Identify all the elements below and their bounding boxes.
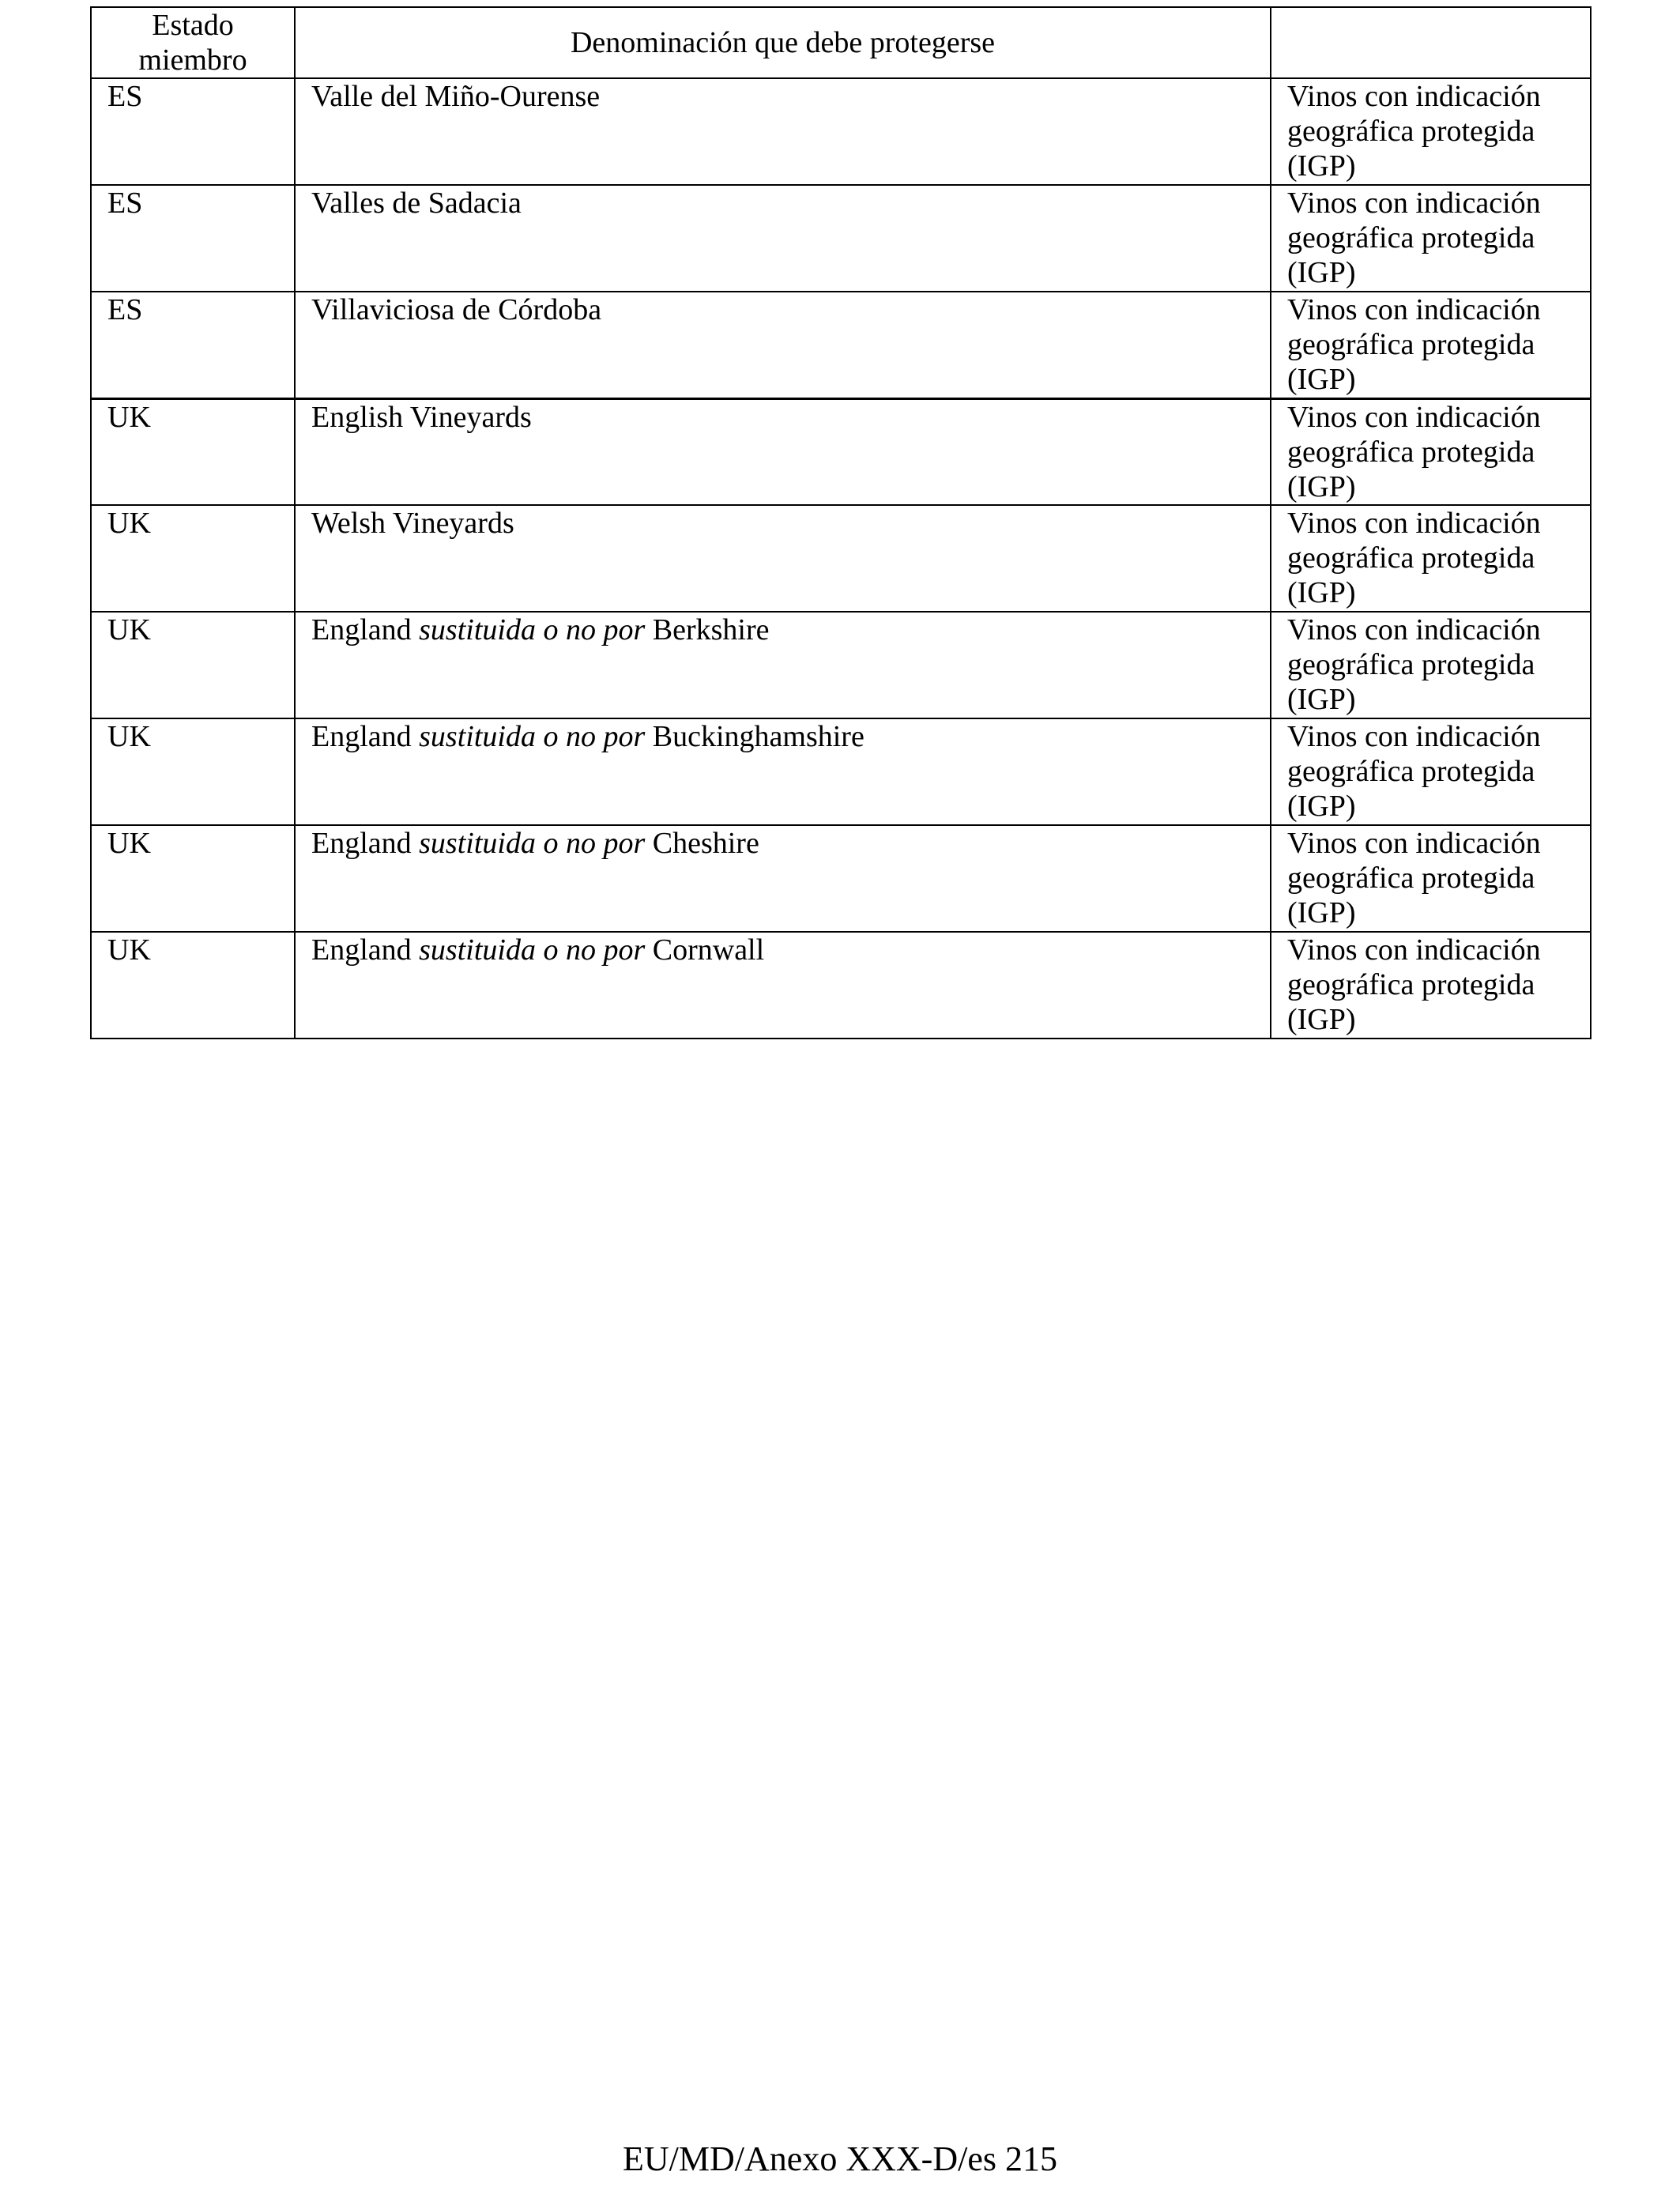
denomination-qualifier: sustituida o no por [419, 933, 646, 967]
cell-denomination [295, 505, 1271, 612]
denomination-name: English Vineyards [311, 400, 532, 434]
denomination-region: Cheshire [652, 827, 759, 860]
page-footer-reference: EU/MD/Anexo XXX-D/es 215 [623, 2139, 1057, 2178]
cell-category: Vinos con indicación geográfica protegida (IGP) [1271, 505, 1591, 612]
header-member-state: Estado miembro [91, 7, 295, 78]
table-header-row [91, 7, 1591, 78]
table-row [91, 185, 1591, 292]
cell-category: Vinos con indicación geográfica protegida (IGP) [1271, 292, 1591, 398]
table-row [91, 718, 1591, 825]
denomination-qualifier: sustituida o no por [419, 720, 646, 753]
denomination-region: Cornwall [652, 933, 765, 967]
header-denomination: Denominación que debe protegerse [295, 7, 1271, 78]
denomination-qualifier: sustituida o no por [419, 613, 646, 647]
cell-denomination [295, 612, 1271, 718]
cell-member-state: ES [91, 185, 295, 292]
cell-member-state: UK [91, 825, 295, 932]
denomination-name: Valles de Sadacia [311, 187, 522, 220]
denomination-name: England [311, 933, 412, 967]
table-row [91, 825, 1591, 932]
denomination-name: Villaviciosa de Córdoba [311, 293, 602, 326]
cell-denomination [295, 932, 1271, 1039]
cell-denomination [295, 398, 1271, 505]
cell-category: Vinos con indicación geográfica protegida (IGP) [1271, 825, 1591, 932]
denomination-name: Valle del Miño-Ourense [311, 80, 601, 113]
cell-member-state: UK [91, 718, 295, 825]
cell-denomination [295, 825, 1271, 932]
denomination-region: Buckinghamshire [652, 720, 864, 753]
cell-category: Vinos con indicación geográfica protegida (IGP) [1271, 78, 1591, 185]
table-row [91, 505, 1591, 612]
cell-denomination [295, 185, 1271, 292]
cell-member-state: UK [91, 505, 295, 612]
denomination-region: Berkshire [652, 613, 770, 647]
table-row [91, 398, 1591, 505]
cell-member-state: UK [91, 398, 295, 505]
protected-denominations-table [90, 6, 1591, 1039]
cell-denomination [295, 78, 1271, 185]
denomination-name: England [311, 827, 412, 860]
cell-category: Vinos con indicación geográfica protegida (IGP) [1271, 398, 1591, 505]
cell-category: Vinos con indicación geográfica protegida (IGP) [1271, 932, 1591, 1039]
cell-category: Vinos con indicación geográfica protegida (IGP) [1271, 185, 1591, 292]
header-category [1271, 7, 1591, 78]
cell-member-state: ES [91, 292, 295, 398]
table-row [91, 612, 1591, 718]
table-row [91, 932, 1591, 1039]
denomination-name: Welsh Vineyards [311, 507, 514, 540]
table-row [91, 292, 1591, 398]
denomination-name: England [311, 613, 412, 647]
cell-member-state: UK [91, 612, 295, 718]
cell-category: Vinos con indicación geográfica protegida (IGP) [1271, 612, 1591, 718]
table-row [91, 78, 1591, 185]
cell-member-state: UK [91, 932, 295, 1039]
cell-member-state: ES [91, 78, 295, 185]
cell-category: Vinos con indicación geográfica protegida (IGP) [1271, 718, 1591, 825]
table-body [91, 78, 1591, 1039]
denomination-name: England [311, 720, 412, 753]
cell-denomination [295, 718, 1271, 825]
denomination-qualifier: sustituida o no por [419, 827, 646, 860]
cell-denomination [295, 292, 1271, 398]
